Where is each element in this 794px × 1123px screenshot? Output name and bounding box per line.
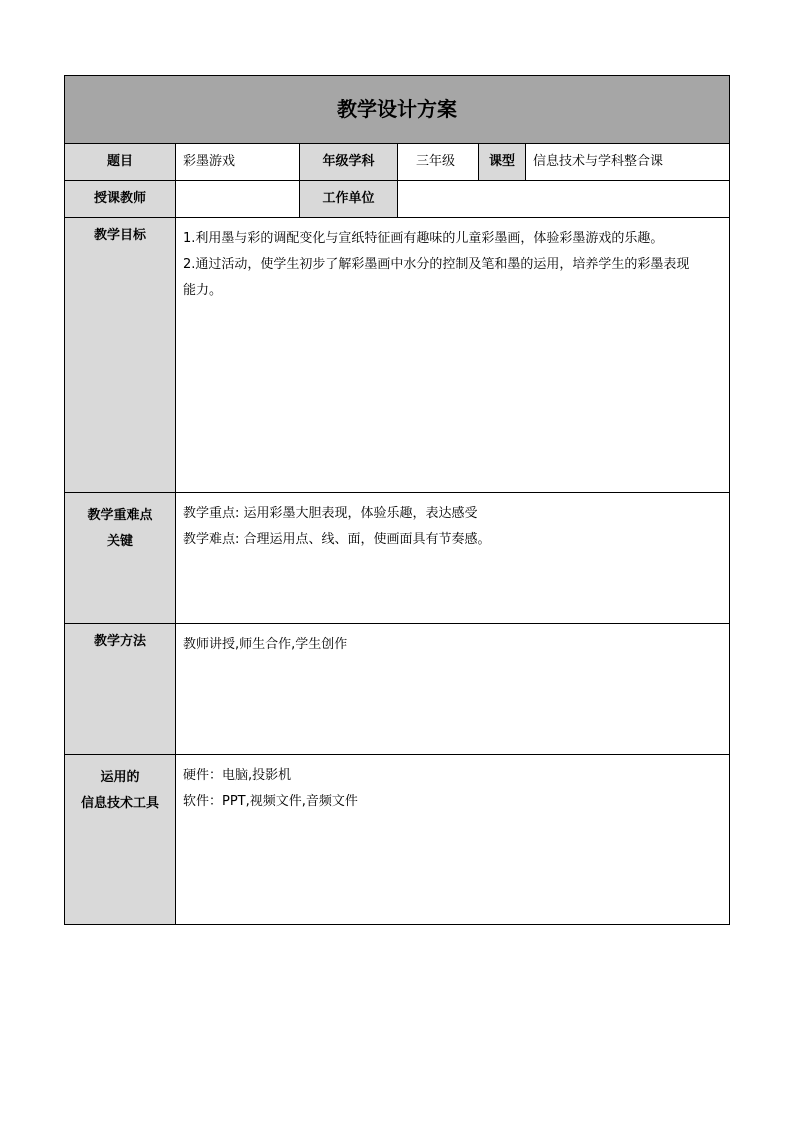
- methods-content: [176, 624, 730, 755]
- key-points-content: [176, 493, 730, 624]
- tool-line: 软件：PPT,视频文件,音频文件: [183, 794, 358, 809]
- objective-line: 能力。: [183, 283, 223, 298]
- key-point-line: 教学重点: 运用彩墨大胆表现，体验乐趣，表达感受: [183, 506, 478, 521]
- topic-row: [65, 144, 730, 181]
- methods-row: [65, 624, 730, 755]
- tools-label-line: 信息技术工具: [80, 796, 159, 811]
- tool-line: 硬件：电脑,投影机: [183, 768, 292, 783]
- workplace-label: 工作单位: [300, 181, 398, 218]
- objectives-content: [176, 218, 730, 493]
- grade-value: 三年级: [398, 144, 479, 181]
- document-title: 教学设计方案: [65, 76, 730, 144]
- key-points-label-line: 教学重难点: [87, 508, 153, 523]
- objectives-label: 教学目标: [65, 218, 176, 493]
- key-points-row: [65, 493, 730, 624]
- tools-label: [65, 755, 176, 925]
- topic-label: 题目: [65, 144, 176, 181]
- key-points-label-line: 关键: [106, 534, 133, 549]
- teacher-row: [65, 181, 730, 218]
- lesson-type-value: 信息技术与学科整合课: [526, 144, 730, 181]
- objective-line: 2.通过活动，使学生初步了解彩墨画中水分的控制及笔和墨的运用，培养学生的彩墨表现: [183, 257, 690, 272]
- lesson-plan-table: [64, 75, 730, 925]
- methods-label: 教学方法: [65, 624, 176, 755]
- tools-row: [65, 755, 730, 925]
- objective-line: 1.利用墨与彩的调配变化与宣纸特征画有趣味的儿童彩墨画，体验彩墨游戏的乐趣。: [183, 231, 664, 246]
- objectives-row: [65, 218, 730, 493]
- key-point-line: 教学难点: 合理运用点、线、面，使画面具有节奏感。: [183, 532, 491, 547]
- teacher-value: [176, 181, 300, 218]
- key-points-label: [65, 493, 176, 624]
- tools-label-line: 运用的: [100, 770, 140, 785]
- lesson-type-label: 课型: [479, 144, 526, 181]
- grade-label: 年级学科: [300, 144, 398, 181]
- workplace-value: [398, 181, 730, 218]
- teacher-label: 授课教师: [65, 181, 176, 218]
- topic-value: 彩墨游戏: [176, 144, 300, 181]
- method-line: 教师讲授,师生合作,学生创作: [183, 637, 348, 652]
- tools-content: [176, 755, 730, 925]
